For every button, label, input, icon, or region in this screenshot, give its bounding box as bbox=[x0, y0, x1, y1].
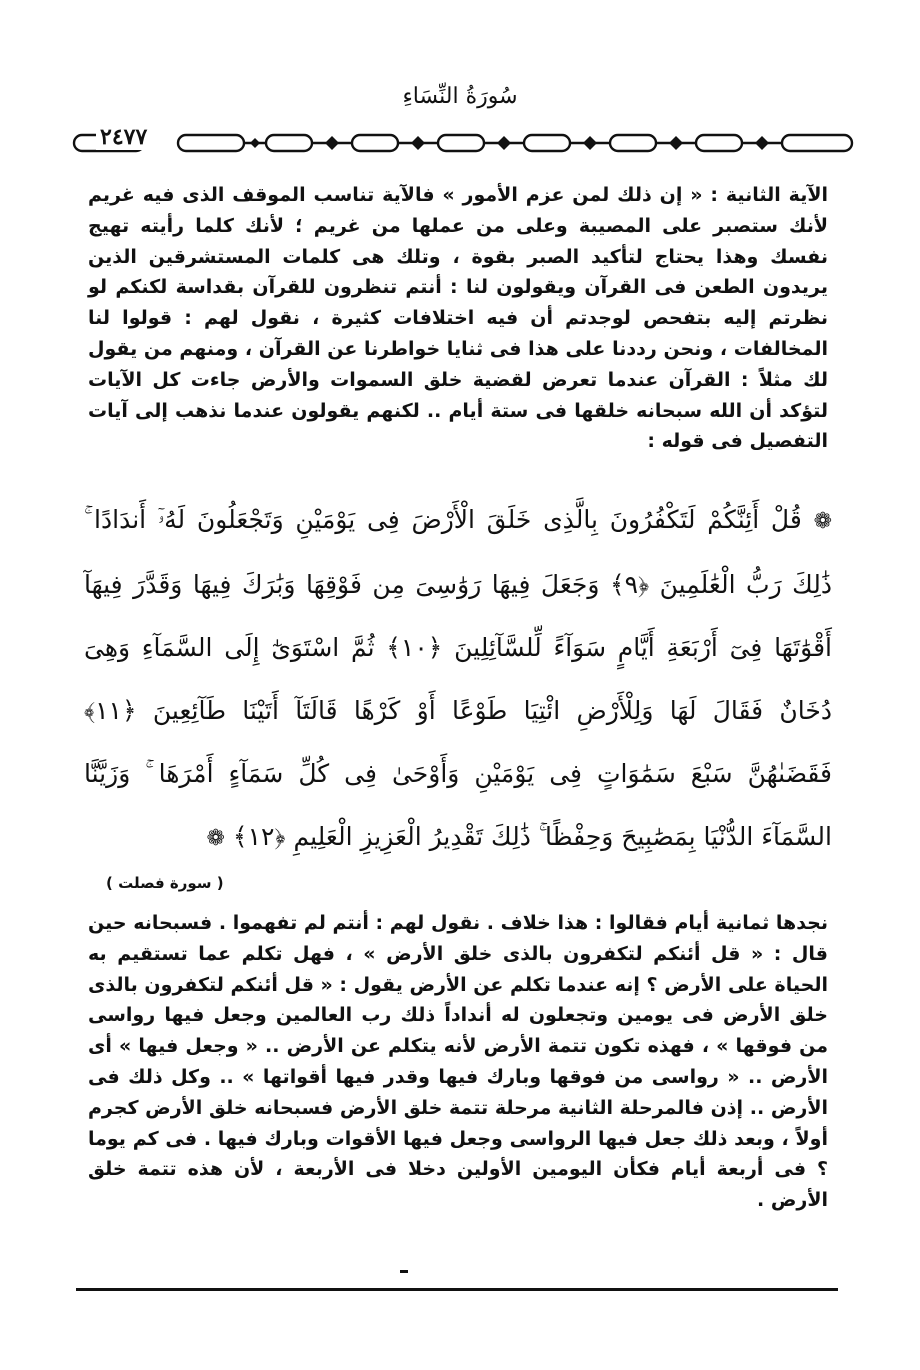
header-ornament-band bbox=[70, 126, 860, 160]
verse-end-ornament: ❁ bbox=[206, 826, 225, 851]
footer-rule bbox=[76, 1288, 838, 1291]
footer-tick bbox=[400, 1270, 408, 1273]
paragraph-commentary-top: الآية الثانية : « إن ذلك لمن عزم الأمور » فالآية تناسب الموقف الذى فيه غريم لأنك ستصبر على المصيبة وعلى من عملها من غريم ؛ لأنك كلما رأيته تهيج نفسك وهذا يحتاج لتأكيد الصبر بقوة ، وتلك هى كلمات المستشرقين الذين يريدون الطعن فى القرآن ويقولون لنا : أنتم تنظرون للقرآن بقداسة لكنكم لو نظرتم إليه بتفحص لوجدتم أن فيه اختلافات كثيرة ، نقول لهم : قولوا لنا المخالفات ، ونحن رددنا على هذا فى ثنايا خواطرنا عن القرآن ، ومنهم من يقول لك مثلاً : القرآن عندما تعرض لقضية خلق السموات والأرض جاءت كل الآيات لتؤكد أن الله سبحانه خلقها فى ستة أيام .. لكنهم يقولون عندما نذهب إلى آيات التفصيل فى قوله : bbox=[88, 184, 828, 453]
page-number: ٢٤٧٧ bbox=[96, 124, 151, 150]
verse-source-label: ( سورة فصلت ) bbox=[106, 874, 224, 892]
page-title: سُورَةُ النِّسَاءِ bbox=[402, 84, 518, 109]
paragraph-commentary-bottom: نجدها ثمانية أيام فقالوا : هذا خلاف . نقول لهم : أنتم لم تفهموا . فسبحانه حين قال : « قل أئنكم لتكفرون بالذى خلق الأرض » ، فهل تكلم عما تستقيم به الحياة على الأرض ؟ إنه عندما تكلم عن الأرض يقول : « قل أئنكم لتكفرون بالذى خلق الأرض فى يومين وتجعلون له أنداداً ذلك رب العالمين وجعل فيها رواسى من فوقها » ، فهذه تكون تتمة الأرض لأنه يتكلم عن الأرض .. « وجعل فيها » أى الأرض .. « رواسى من فوقها وبارك فيها وقدر فيها أقواتها » .. وكل ذلك فى الأرض .. إذن فالمرحلة الثانية مرحلة تتمة خلق الأرض فسبحانه خلق الأرض كجرم أولاً ، وبعد ذلك جعل فيها الرواسى وجعل فيها الأقوات وبارك فيها . فى كم يوما ؟ فى أربعة أيام فكأن اليومين الأولين دخلا فى الأربعة ، لأن هذه تتمة خلق الأرض . bbox=[88, 912, 828, 1212]
verse-text: قُلْ أَئِنَّكُمْ لَتَكْفُرُونَ بِالَّذِى خَلَقَ الْأَرْضَ فِى يَوْمَيْنِ وَتَجْعَلُونَ لَهُۥٓ أَندَادًا ۚ ذَٰلِكَ رَبُّ الْعَٰلَمِينَ ﴿٩﴾ وَجَعَلَ فِيهَا رَوَٰسِىَ مِن فَوْقِهَا وَبَٰرَكَ فِيهَا وَقَدَّرَ فِيهَآ أَقْوَٰتَهَا فِىٓ أَرْبَعَةِ أَيَّامٍ سَوَآءً لِّلسَّآئِلِينَ ﴿١٠﴾ ثُمَّ اسْتَوَىٰٓ إِلَى السَّمَآءِ وَهِىَ دُخَانٌ فَقَالَ لَهَا وَلِلْأَرْضِ ائْتِيَا طَوْعًا أَوْ كَرْهًا قَالَتَآ أَتَيْنَا طَآئِعِينَ ﴿١١﴾ فَقَضَىٰهُنَّ سَبْعَ سَمَٰوَاتٍ فِى يَوْمَيْنِ وَأَوْحَىٰ فِى كُلِّ سَمَآءٍ أَمْرَهَا ۚ وَزَيَّنَّا السَّمَآءَ الدُّنْيَا بِمَصَٰبِيحَ وَحِفْظًا ۚ ذَٰلِكَ تَقْدِيرُ الْعَزِيزِ الْعَلِيمِ ﴿١٢﴾ bbox=[84, 505, 832, 851]
verse-start-ornament: ❁ bbox=[813, 509, 832, 534]
quran-verse-block bbox=[84, 488, 832, 870]
